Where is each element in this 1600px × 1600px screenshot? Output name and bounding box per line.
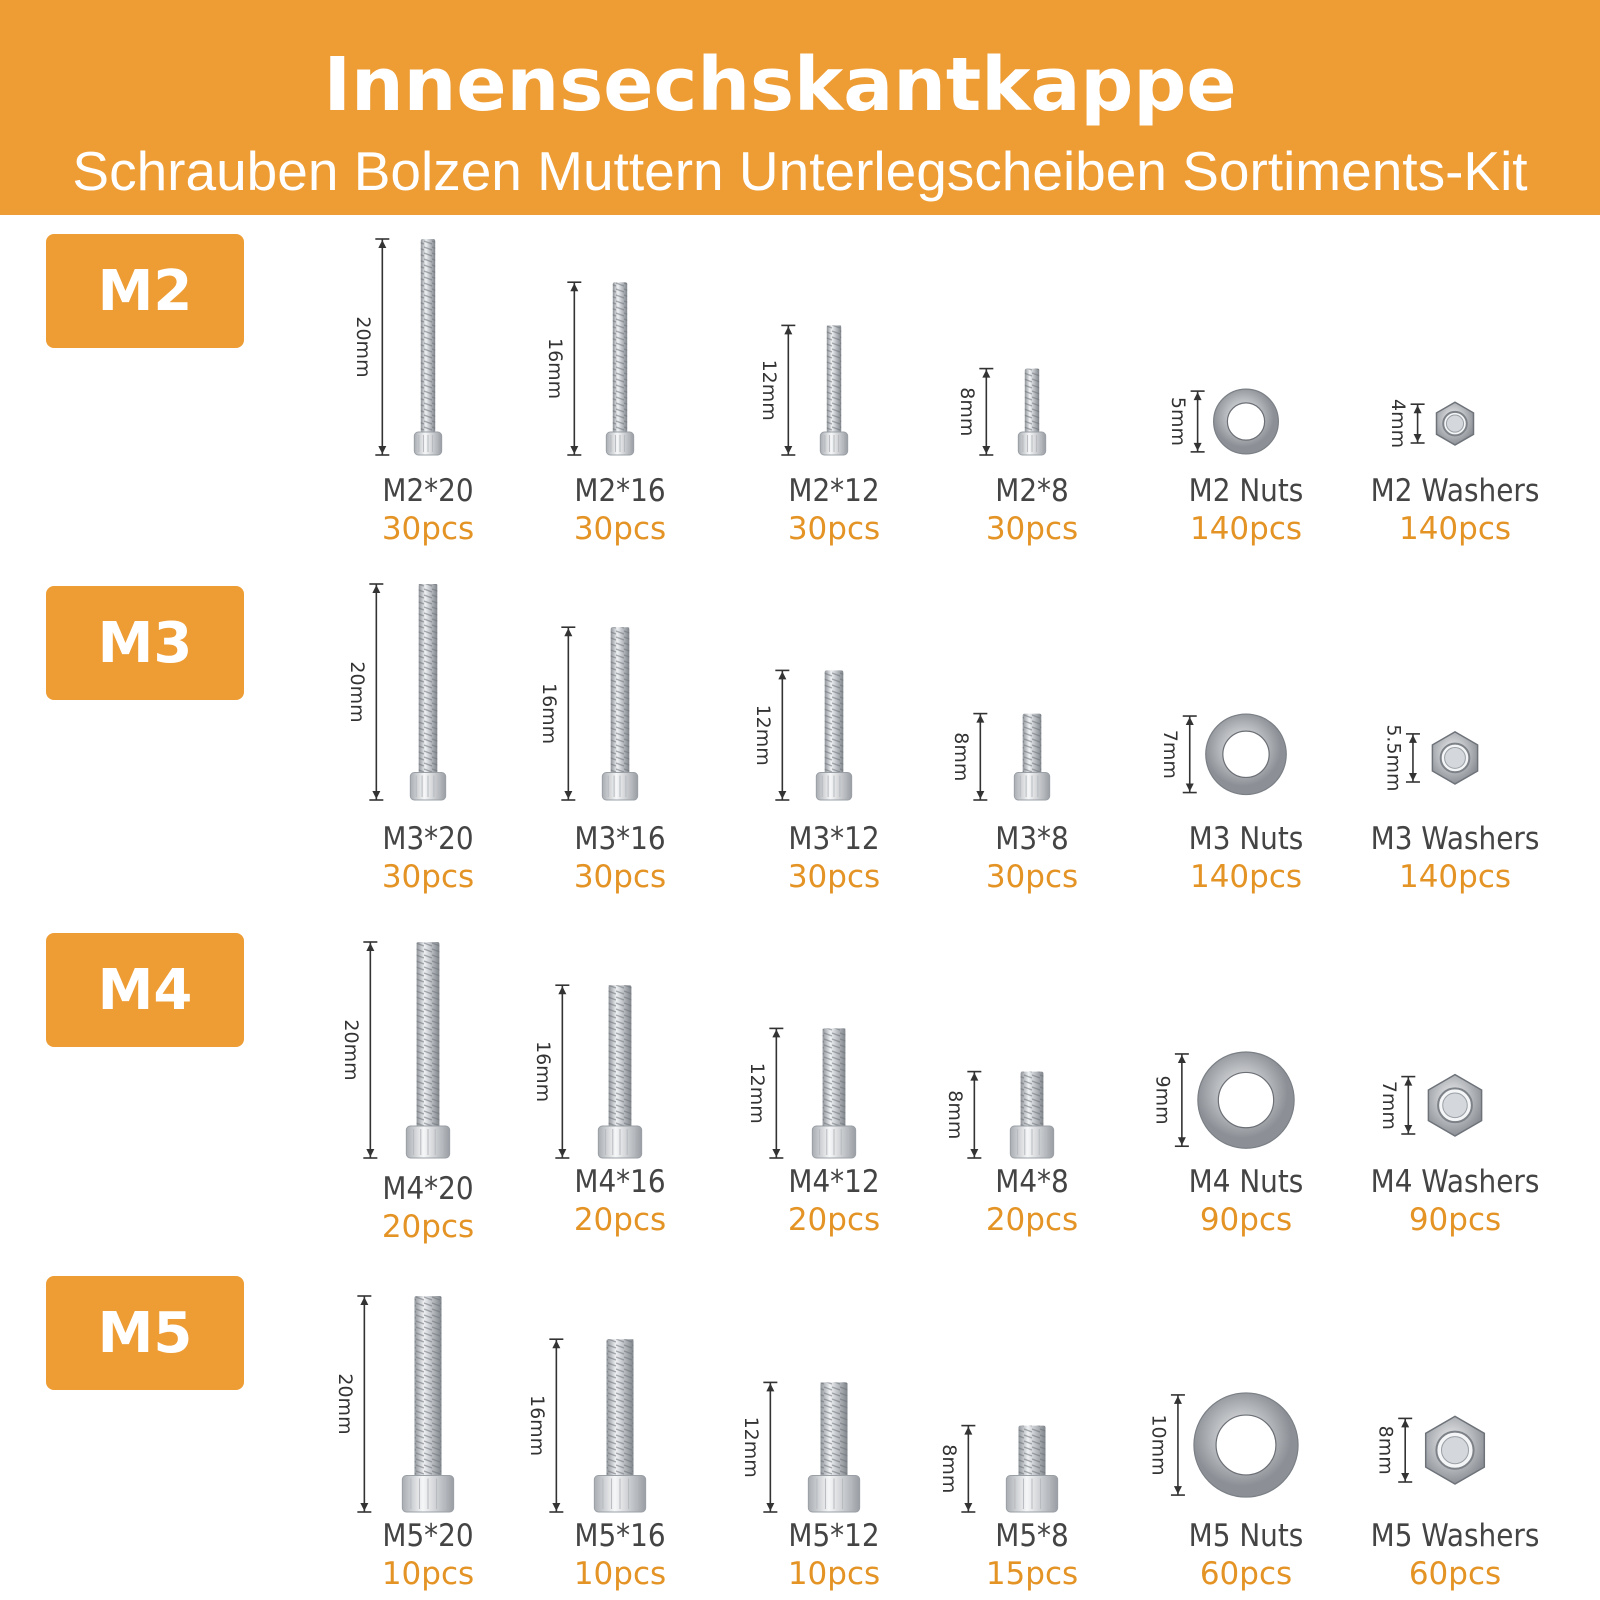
dimension-m3-12 — [752, 670, 790, 800]
screw-m2-12-icon — [820, 325, 847, 455]
item-name-m3-12: M3*12 — [788, 821, 880, 857]
dimension-m2-8 — [956, 369, 994, 455]
dimension-m2-8-label: 8mm — [955, 387, 978, 437]
item-name-m5-12: M5*12 — [788, 1518, 880, 1554]
screw-m4-12-icon — [812, 1028, 855, 1158]
item-quantity-m3-8: 30pcs — [985, 859, 1079, 895]
dimension-m2-16-label: 16mm — [543, 337, 566, 400]
dimension-m3-8 — [950, 714, 988, 800]
dimension-m3-12-label: 12mm — [751, 704, 774, 766]
item-quantity-m3-nuts: 140pcs — [1189, 859, 1303, 895]
dimension-m5-20-label: 20mm — [333, 1373, 356, 1435]
item-name-m2-20: M2*20 — [382, 473, 474, 509]
dimension-m3-16-label: 16mm — [537, 682, 560, 745]
item-quantity-m4-washers: 90pcs — [1408, 1202, 1502, 1238]
dimension-m4-8 — [944, 1072, 982, 1158]
page-subtitle: Schrauben Bolzen Muttern Unterlegscheiben Sortiments-Kit — [72, 140, 1528, 202]
item-quantity-m5-nuts: 60pcs — [1199, 1556, 1293, 1592]
dimension-m5-8 — [938, 1426, 976, 1512]
screw-m3-16-icon — [602, 627, 637, 800]
dimension-m2-20-label: 20mm — [351, 316, 374, 378]
item-quantity-m3-12: 30pcs — [787, 859, 881, 895]
dimension-m5-nuts-label: 10mm — [1147, 1414, 1170, 1476]
dimension-m2-12 — [758, 325, 796, 455]
item-name-m2-nuts: M2 Nuts — [1188, 473, 1304, 509]
dimension-m3-washers-label: 5.5mm — [1382, 724, 1405, 792]
item-quantity-m4-12: 20pcs — [787, 1202, 881, 1238]
screw-m2-8-icon — [1018, 369, 1045, 455]
screw-m3-8-icon — [1014, 714, 1049, 800]
dimension-m4-8-label: 8mm — [943, 1090, 966, 1140]
item-name-m4-nuts: M4 Nuts — [1188, 1164, 1304, 1200]
dimension-m4-20 — [340, 942, 378, 1158]
dimension-m2-washers-label: 4mm — [1387, 399, 1410, 449]
dimension-m4-washers-label: 7mm — [1377, 1080, 1400, 1130]
item-name-m5-washers: M5 Washers — [1370, 1518, 1540, 1554]
dimension-m4-nuts — [1151, 1054, 1189, 1146]
item-name-m3-8: M3*8 — [995, 821, 1069, 857]
dimension-m4-20-label: 20mm — [339, 1019, 362, 1081]
item-quantity-m3-20: 30pcs — [381, 859, 475, 895]
dimension-m4-nuts-label: 9mm — [1151, 1075, 1174, 1125]
dimension-m3-8-label: 8mm — [949, 732, 972, 782]
item-name-m3-16: M3*16 — [574, 821, 666, 857]
dimension-m3-16 — [538, 627, 576, 800]
item-name-m4-20: M4*20 — [382, 1171, 474, 1207]
item-quantity-m2-12: 30pcs — [787, 511, 881, 547]
screw-m5-20-icon — [402, 1296, 453, 1512]
screw-m4-16-icon — [598, 985, 641, 1158]
nut-m2-nuts-icon — [1214, 389, 1279, 454]
nut-m3-nuts-icon — [1206, 714, 1287, 795]
item-name-m5-8: M5*8 — [995, 1518, 1069, 1554]
item-name-m2-8: M2*8 — [995, 473, 1069, 509]
nut-m4-nuts-icon — [1198, 1052, 1294, 1148]
item-name-m2-12: M2*12 — [788, 473, 880, 509]
dimension-m5-washers — [1375, 1418, 1413, 1482]
dimension-m5-8-label: 8mm — [937, 1444, 960, 1494]
screw-m3-20-icon — [410, 584, 445, 800]
item-name-m4-washers: M4 Washers — [1370, 1164, 1540, 1200]
item-name-m3-nuts: M3 Nuts — [1188, 821, 1304, 857]
item-quantity-m5-16: 10pcs — [573, 1556, 667, 1592]
size-badge-m5: M5 — [46, 1276, 244, 1390]
item-name-m2-washers: M2 Washers — [1370, 473, 1540, 509]
screw-m5-12-icon — [808, 1382, 859, 1512]
item-quantity-m5-washers: 60pcs — [1408, 1556, 1502, 1592]
dimension-m5-washers-label: 8mm — [1374, 1425, 1397, 1475]
item-name-m5-nuts: M5 Nuts — [1188, 1518, 1304, 1554]
washer-m5-washers-icon — [1426, 1416, 1485, 1484]
dimension-m3-20 — [346, 584, 384, 800]
dimension-m2-20 — [352, 239, 390, 455]
screw-m3-12-icon — [816, 670, 851, 800]
dimension-m4-12-label: 12mm — [745, 1062, 768, 1124]
dimension-m3-20-label: 20mm — [345, 661, 368, 723]
item-quantity-m4-8: 20pcs — [985, 1202, 1079, 1238]
screw-m4-20-icon — [406, 942, 449, 1158]
item-quantity-m2-washers: 140pcs — [1398, 511, 1512, 547]
dimension-m4-16-label: 16mm — [531, 1040, 554, 1103]
item-name-m4-16: M4*16 — [574, 1164, 666, 1200]
item-quantity-m2-16: 30pcs — [573, 511, 667, 547]
item-name-m5-20: M5*20 — [382, 1518, 474, 1554]
screw-m2-16-icon — [606, 282, 633, 455]
dimension-m2-nuts — [1167, 391, 1205, 452]
item-quantity-m5-12: 10pcs — [787, 1556, 881, 1592]
dimension-m2-washers — [1387, 399, 1425, 448]
item-quantity-m5-8: 15pcs — [985, 1556, 1079, 1592]
screw-m2-20-icon — [414, 239, 441, 455]
dimension-m4-16 — [532, 985, 570, 1158]
size-badge-m3: M3 — [46, 586, 244, 700]
screw-m4-8-icon — [1010, 1072, 1053, 1158]
screw-m5-16-icon — [594, 1339, 645, 1512]
screw-m5-8-icon — [1006, 1426, 1057, 1512]
item-quantity-m4-nuts: 90pcs — [1199, 1202, 1293, 1238]
dimension-m5-16 — [526, 1339, 564, 1512]
item-name-m2-16: M2*16 — [574, 473, 666, 509]
dimension-m4-12 — [746, 1028, 784, 1158]
dimension-m3-nuts-label: 7mm — [1159, 729, 1182, 779]
dimension-m5-nuts — [1147, 1395, 1185, 1495]
dimension-m2-12-label: 12mm — [757, 359, 780, 421]
item-quantity-m2-8: 30pcs — [985, 511, 1079, 547]
item-quantity-m3-16: 30pcs — [573, 859, 667, 895]
dimension-m3-washers — [1382, 724, 1420, 791]
item-name-m3-20: M3*20 — [382, 821, 474, 857]
item-name-m4-8: M4*8 — [995, 1164, 1069, 1200]
item-quantity-m2-20: 30pcs — [381, 511, 475, 547]
item-quantity-m4-16: 20pcs — [573, 1202, 667, 1238]
washer-m3-washers-icon — [1432, 732, 1477, 784]
dimension-m4-washers — [1378, 1077, 1416, 1134]
size-badge-m4: M4 — [46, 933, 244, 1047]
dimension-m5-16-label: 16mm — [525, 1394, 548, 1457]
washer-m4-washers-icon — [1428, 1075, 1481, 1136]
size-badge-m2: M2 — [46, 234, 244, 348]
item-name-m5-16: M5*16 — [574, 1518, 666, 1554]
page-title: Innensechskantkappe — [323, 42, 1237, 128]
washer-m2-washers-icon — [1437, 402, 1474, 445]
dimension-m2-nuts-label: 5mm — [1167, 396, 1190, 447]
dimension-m2-16 — [544, 282, 582, 455]
dimension-m5-12-label: 12mm — [739, 1416, 762, 1478]
item-quantity-m2-nuts: 140pcs — [1189, 511, 1303, 547]
dimension-m5-12 — [740, 1382, 778, 1512]
item-quantity-m4-20: 20pcs — [381, 1209, 475, 1245]
nut-m5-nuts-icon — [1194, 1393, 1298, 1497]
dimension-m3-nuts — [1159, 716, 1197, 793]
item-name-m3-washers: M3 Washers — [1370, 821, 1540, 857]
item-name-m4-12: M4*12 — [788, 1164, 880, 1200]
dimension-m5-20 — [334, 1296, 372, 1512]
item-quantity-m3-washers: 140pcs — [1398, 859, 1512, 895]
item-quantity-m5-20: 10pcs — [381, 1556, 475, 1592]
